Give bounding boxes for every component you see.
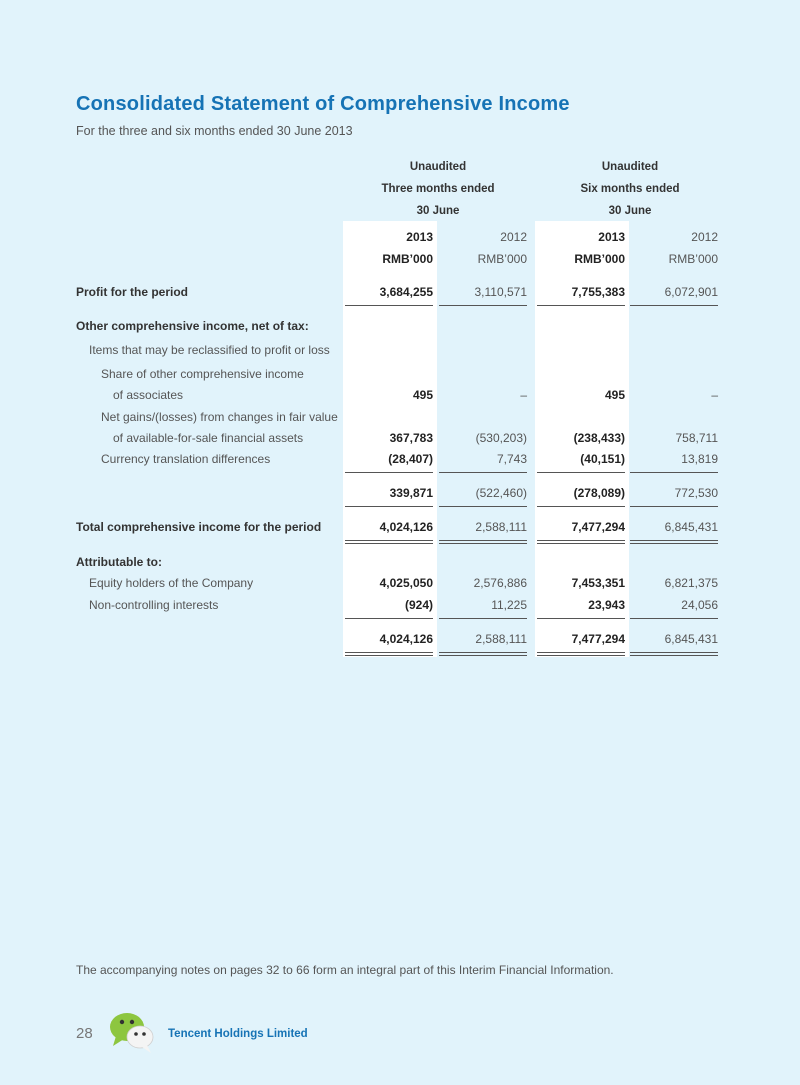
table-cell-value: 7,477,294 bbox=[571, 632, 625, 646]
table-cell-value: 3,684,255 bbox=[379, 285, 433, 299]
underline-rule bbox=[537, 305, 625, 306]
underline-rule bbox=[439, 618, 527, 619]
table-cell-value: 6,845,431 bbox=[664, 520, 718, 534]
column-unit: RMB’000 bbox=[477, 252, 527, 266]
table-cell-value: 24,056 bbox=[681, 598, 718, 612]
column-group-heading: 30 June bbox=[416, 205, 460, 217]
table-cell-value: (28,407) bbox=[388, 452, 433, 466]
row-label: Attributable to: bbox=[76, 555, 162, 569]
table-cell-value: – bbox=[711, 388, 718, 402]
table-cell-value: (522,460) bbox=[475, 486, 527, 500]
table-cell-value: 23,943 bbox=[588, 598, 625, 612]
table-cell-value: 2,588,111 bbox=[475, 520, 527, 534]
underline-rule bbox=[630, 506, 718, 507]
double-underline-rule bbox=[345, 540, 433, 544]
double-underline-rule bbox=[630, 540, 718, 544]
column-year: 2012 bbox=[691, 230, 718, 244]
underline-rule bbox=[630, 472, 718, 473]
table-cell-value: (278,089) bbox=[573, 486, 625, 500]
table-cell-value: 4,025,050 bbox=[379, 576, 433, 590]
page-subtitle: For the three and six months ended 30 June 2013 bbox=[76, 124, 353, 138]
row-label: Share of other comprehensive income bbox=[101, 367, 304, 381]
underline-rule bbox=[537, 618, 625, 619]
table-cell-value: 6,845,431 bbox=[664, 632, 718, 646]
double-underline-rule bbox=[439, 652, 527, 656]
table-cell-value: 6,072,901 bbox=[664, 285, 718, 299]
column-group-heading: Unaudited bbox=[409, 161, 467, 173]
column-unit: RMB’000 bbox=[382, 252, 433, 266]
underline-rule bbox=[345, 506, 433, 507]
column-unit: RMB’000 bbox=[574, 252, 625, 266]
company-name: Tencent Holdings Limited bbox=[168, 1028, 308, 1040]
column-group-heading: Six months ended bbox=[580, 183, 680, 195]
table-cell-value: 13,819 bbox=[681, 452, 718, 466]
table-cell-value: – bbox=[520, 388, 527, 402]
row-label: Items that may be reclassified to profit or loss bbox=[89, 343, 330, 357]
double-underline-rule bbox=[439, 540, 527, 544]
column-year: 2013 bbox=[598, 230, 625, 244]
column-group-heading: Unaudited bbox=[601, 161, 659, 173]
underline-rule bbox=[439, 506, 527, 507]
table-cell-value: 6,821,375 bbox=[664, 576, 718, 590]
underline-rule bbox=[630, 305, 718, 306]
underline-rule bbox=[630, 618, 718, 619]
double-underline-rule bbox=[630, 652, 718, 656]
table-cell-value: 367,783 bbox=[389, 431, 433, 445]
table-cell-value: 11,225 bbox=[491, 598, 527, 612]
table-cell-value: 4,024,126 bbox=[379, 520, 433, 534]
table-cell-value: 7,755,383 bbox=[571, 285, 625, 299]
column-year: 2012 bbox=[500, 230, 527, 244]
table-cell-value: 3,110,571 bbox=[474, 285, 527, 299]
underline-rule bbox=[537, 506, 625, 507]
row-label: Other comprehensive income, net of tax: bbox=[76, 319, 309, 333]
underline-rule bbox=[439, 472, 527, 473]
row-label: Equity holders of the Company bbox=[89, 576, 254, 590]
table-cell-value: 7,743 bbox=[496, 452, 527, 466]
row-label: Non-controlling interests bbox=[89, 598, 219, 612]
page-title: Consolidated Statement of Comprehensive Income bbox=[76, 93, 570, 115]
column-group-heading: 30 June bbox=[608, 205, 652, 217]
column-group-heading: Three months ended bbox=[381, 183, 495, 195]
table-cell-value: 2,588,111 bbox=[475, 632, 527, 646]
table-cell-value: 7,453,351 bbox=[571, 576, 625, 590]
underline-rule bbox=[345, 305, 433, 306]
table-cell-value: (530,203) bbox=[475, 431, 527, 445]
column-year: 2013 bbox=[406, 230, 433, 244]
wechat-logo-icon bbox=[104, 1008, 162, 1058]
underline-rule bbox=[345, 618, 433, 619]
row-label: of available-for-sale financial assets bbox=[113, 431, 304, 445]
table-cell-value: 758,711 bbox=[675, 431, 718, 445]
page-number: 28 bbox=[76, 1025, 93, 1042]
underline-rule bbox=[439, 305, 527, 306]
table-cell-value: 772,530 bbox=[674, 486, 718, 500]
table-cell-value: 495 bbox=[412, 388, 433, 402]
row-label: Profit for the period bbox=[76, 285, 188, 299]
underline-rule bbox=[345, 472, 433, 473]
table-cell-value: (238,433) bbox=[573, 431, 625, 445]
double-underline-rule bbox=[537, 540, 625, 544]
double-underline-rule bbox=[345, 652, 433, 656]
table-cell-value: 4,024,126 bbox=[379, 632, 433, 646]
table-cell-value: 2,576,886 bbox=[473, 576, 527, 590]
double-underline-rule bbox=[537, 652, 625, 656]
table-cell-value: (40,151) bbox=[580, 452, 625, 466]
row-label: Currency translation differences bbox=[101, 452, 271, 466]
column-unit: RMB’000 bbox=[668, 252, 718, 266]
footnote: The accompanying notes on pages 32 to 66 form an integral part of this Interim Financial Information. bbox=[76, 963, 614, 977]
table-cell-value: 339,871 bbox=[389, 486, 433, 500]
underline-rule bbox=[537, 472, 625, 473]
row-label: of associates bbox=[113, 388, 184, 402]
row-label: Total comprehensive income for the period bbox=[76, 520, 322, 534]
table-cell-value: 495 bbox=[604, 388, 625, 402]
table-cell-value: (924) bbox=[404, 598, 433, 612]
row-label: Net gains/(losses) from changes in fair value bbox=[101, 410, 338, 424]
table-cell-value: 7,477,294 bbox=[571, 520, 625, 534]
